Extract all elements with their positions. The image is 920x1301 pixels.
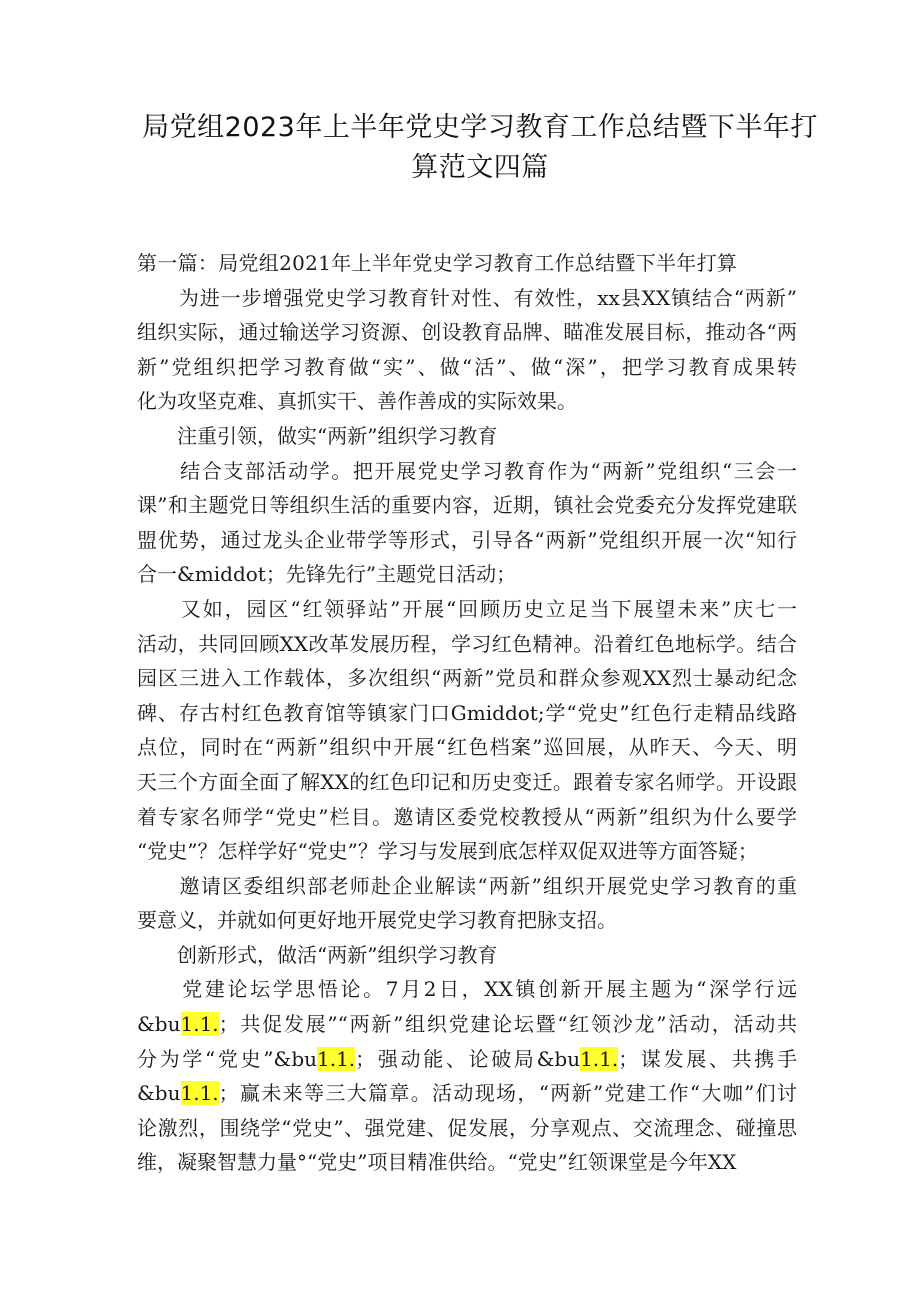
text-line: 创新形式，做活“两新”组织学习教育 [137, 942, 498, 967]
document-body [137, 246, 797, 1180]
text-line: 组织实际，通过输送学习资源、创设教育品牌、瞄准发展目标，推动各“两 [137, 320, 797, 345]
text-line: 党建论坛学思悟论。7月2日，XX镇创新开展主题为“深学行远 [137, 977, 797, 1002]
text-line: &bu1.1.；共促发展”“两新”组织党建论坛暨“红领沙龙”活动，活动共 [137, 1012, 797, 1037]
text-line: 园区三进入工作载体，多次组织“两新”党员和群众参观XX烈士暴动纪念 [137, 666, 797, 691]
text-line: 要意义，并就如何更好地开展党史学习教育把脉支招。 [137, 908, 617, 933]
title-line: 算范文四篇 [411, 152, 549, 183]
text-line: 为进一步增强党史学习教育针对性、有效性，xx县XX镇结合“两新” [137, 285, 797, 310]
text-line: 着专家名师学“党史”栏目。邀请区委党校教授从“两新”组织为什么要学 [137, 804, 797, 829]
highlight-mark: 1.1. [180, 1012, 219, 1037]
title-line: 局党组2023年上半年党史学习教育工作总结暨下半年打 [142, 112, 818, 143]
section-heading [137, 246, 797, 281]
text-line: 又如，园区“红领驿站”开展“回顾历史立足当下展望未来”庆七一 [137, 596, 797, 621]
text-line: 化为攻坚克难、真抓实干、善作善成的实际效果。 [137, 389, 577, 414]
highlight-mark: 1.1. [317, 1046, 356, 1071]
text-line: 课”和主题党日等组织生活的重要内容，近期，镇社会党委充分发挥党建联 [137, 493, 797, 518]
document-title [130, 108, 830, 188]
paragraph [137, 454, 797, 592]
text-line: &bu1.1.；赢未来等三大篇章。活动现场，“两新”党建工作“大咖”们讨 [137, 1081, 797, 1106]
paragraph [137, 938, 797, 973]
text-line: 天三个方面全面了解XX的红色印记和历史变迁。跟着专家名师学。开设跟 [137, 769, 797, 794]
paragraph [137, 869, 797, 938]
text-line: 邀请区委组织部老师赴企业解读“两新”组织开展党史学习教育的重 [137, 873, 797, 898]
text-line: “党史”？怎样学好“党史”？学习与发展到底怎样双促双进等方面答疑； [137, 839, 758, 864]
highlight-mark: 1.1. [180, 1081, 219, 1106]
text-line: 维，凝聚智慧力量°“党史”项目精准供给。“党史”红领课堂是今年XX [137, 1150, 737, 1175]
text-line: 合一&middot；先锋先行”主题党日活动； [137, 562, 517, 587]
text-line: 活动，共同回顾XX改革发展历程，学习红色精神。沿着红色地标学。结合 [137, 631, 797, 656]
highlight-mark: 1.1. [580, 1046, 619, 1071]
paragraph [137, 281, 797, 419]
text-line: 盟优势，通过龙头企业带学等形式，引导各“两新”党组织开展一次“知行 [137, 527, 797, 552]
text-line: 注重引领，做实“两新”组织学习教育 [137, 423, 498, 448]
text-line: 结合支部活动学。把开展党史学习教育作为“两新”党组织“三会一 [137, 458, 797, 483]
paragraph [137, 972, 797, 1180]
text-line: 论激烈，围绕学“党史”、强党建、促发展，分享观点、交流理念、碰撞思 [137, 1115, 797, 1140]
paragraph [137, 592, 797, 869]
text-line: 第一篇：局党组2021年上半年党史学习教育工作总结暨下半年打算 [137, 251, 738, 275]
text-line: 分为学“党史”&bu1.1.；强动能、论破局&bu1.1.；谋发展、共携手 [137, 1046, 797, 1071]
text-line: 碑、存古村红色教育馆等镇家门口Gmiddot;学“党史”红色行走精品线路 [137, 700, 797, 725]
text-line: 新”党组织把学习教育做“实”、做“活”、做“深”，把学习教育成果转 [137, 354, 797, 379]
paragraph [137, 419, 797, 454]
text-line: 点位，同时在“两新”组织中开展“红色档案”巡回展，从昨天、今天、明 [137, 735, 797, 760]
